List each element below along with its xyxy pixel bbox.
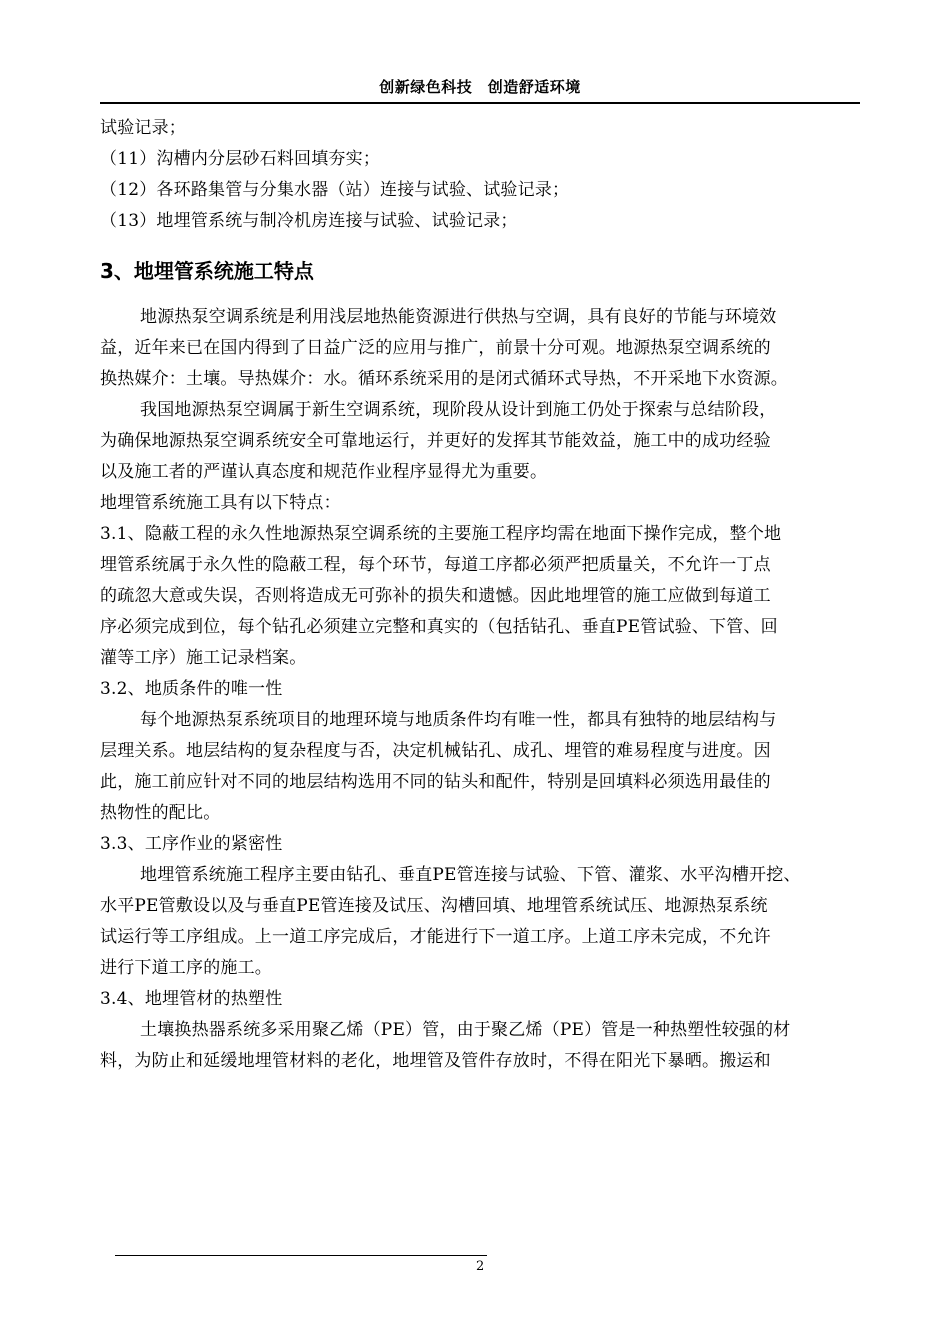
feature-3-3 xyxy=(100,829,868,984)
text-line: 试运行等工序组成。上一道工序完成后，才能进行下一道工序。上道工序未完成，不允许 xyxy=(100,927,771,947)
text-line: 益，近年来已在国内得到了日益广泛的应用与推广，前景十分可观。地源热泵空调系统的 xyxy=(100,338,771,358)
list-item: （12）各环路集管与分集水器（站）连接与试验、试验记录； xyxy=(100,180,570,200)
paragraph-status xyxy=(100,395,868,488)
document-body xyxy=(100,113,868,1077)
text-line: 的疏忽大意或失误，否则将造成无可弥补的损失和遗憾。因此地埋管的施工应做到每道工 xyxy=(100,586,771,606)
text-line: 地源热泵空调系统是利用浅层地热能资源进行供热与空调，具有良好的节能与环境效 xyxy=(140,307,777,327)
feature-3-2 xyxy=(100,674,868,829)
text-line: 热物性的配比。 xyxy=(100,803,221,823)
subsection-title: 3.4、地埋管材的热塑性 xyxy=(100,989,283,1009)
footer-rule xyxy=(115,1255,487,1256)
text-line: 此，施工前应针对不同的地层结构选用不同的钻头和配件，特别是回填料必须选用最佳的 xyxy=(100,772,771,792)
feature-3-4 xyxy=(100,984,868,1077)
text-line: 我国地源热泵空调属于新生空调系统，现阶段从设计到施工仍处于探索与总结阶段， xyxy=(140,400,777,420)
text-line: 水平PE管敷设以及与垂直PE管连接及试压、沟槽回填、地埋管系统试压、地源热泵系统 xyxy=(100,896,768,916)
text-line: 3.1、隐蔽工程的永久性地源热泵空调系统的主要施工程序均需在地面下操作完成，整个地 xyxy=(100,524,782,544)
text-line: 料，为防止和延缓地埋管材料的老化，地埋管及管件存放时，不得在阳光下暴晒。搬运和 xyxy=(100,1051,771,1071)
text-line: 换热媒介：土壤。导热媒介：水。循环系统采用的是闭式循环式导热，不开采地下水资源。 xyxy=(100,369,788,389)
text-line: 灌等工序）施工记录档案。 xyxy=(100,648,307,668)
text-line: 序必须完成到位，每个钻孔必须建立完整和真实的（包括钻孔、垂直PE管试验、下管、回 xyxy=(100,617,778,637)
subsection-title: 3.3、工序作业的紧密性 xyxy=(100,834,283,854)
header-slogan: 创新绿色科技 创造舒适环境 xyxy=(379,78,581,96)
features-intro: 地埋管系统施工具有以下特点： xyxy=(100,493,341,513)
text-line: 每个地源热泵系统项目的地理环境与地质条件均有唯一性，都具有独特的地层结构与 xyxy=(140,710,777,730)
list-item: 试验记录； xyxy=(100,118,186,138)
list-continuation xyxy=(100,113,868,237)
text-line: 埋管系统属于永久性的隐蔽工程，每个环节，每道工序都必须严把质量关，不允许一丁点 xyxy=(100,555,771,575)
feature-3-1 xyxy=(100,519,868,674)
text-line: 层理关系。地层结构的复杂程度与否，决定机械钻孔、成孔、埋管的难易程度与进度。因 xyxy=(100,741,771,761)
text-line: 为确保地源热泵空调系统安全可靠地运行，并更好的发挥其节能效益，施工中的成功经验 xyxy=(100,431,771,451)
paragraph-intro xyxy=(100,302,868,395)
text-line: 以及施工者的严谨认真态度和规范作业程序显得尤为重要。 xyxy=(100,462,548,482)
list-item: （13）地埋管系统与制冷机房连接与试验、试验记录； xyxy=(100,211,518,231)
text-line: 进行下道工序的施工。 xyxy=(100,958,272,978)
text-line: 土壤换热器系统多采用聚乙烯（PE）管，由于聚乙烯（PE）管是一种热塑性较强的材 xyxy=(140,1020,791,1040)
page-header xyxy=(100,76,860,104)
list-item: （11）沟槽内分层砂石料回填夯实； xyxy=(100,149,381,169)
page-number: 2 xyxy=(476,1259,485,1274)
subsection-title: 3.2、地质条件的唯一性 xyxy=(100,679,283,699)
text-line: 地埋管系统施工程序主要由钻孔、垂直PE管连接与试验、下管、灌浆、水平沟槽开挖、 xyxy=(140,865,801,885)
section-heading: 3、地埋管系统施工特点 xyxy=(100,259,314,283)
